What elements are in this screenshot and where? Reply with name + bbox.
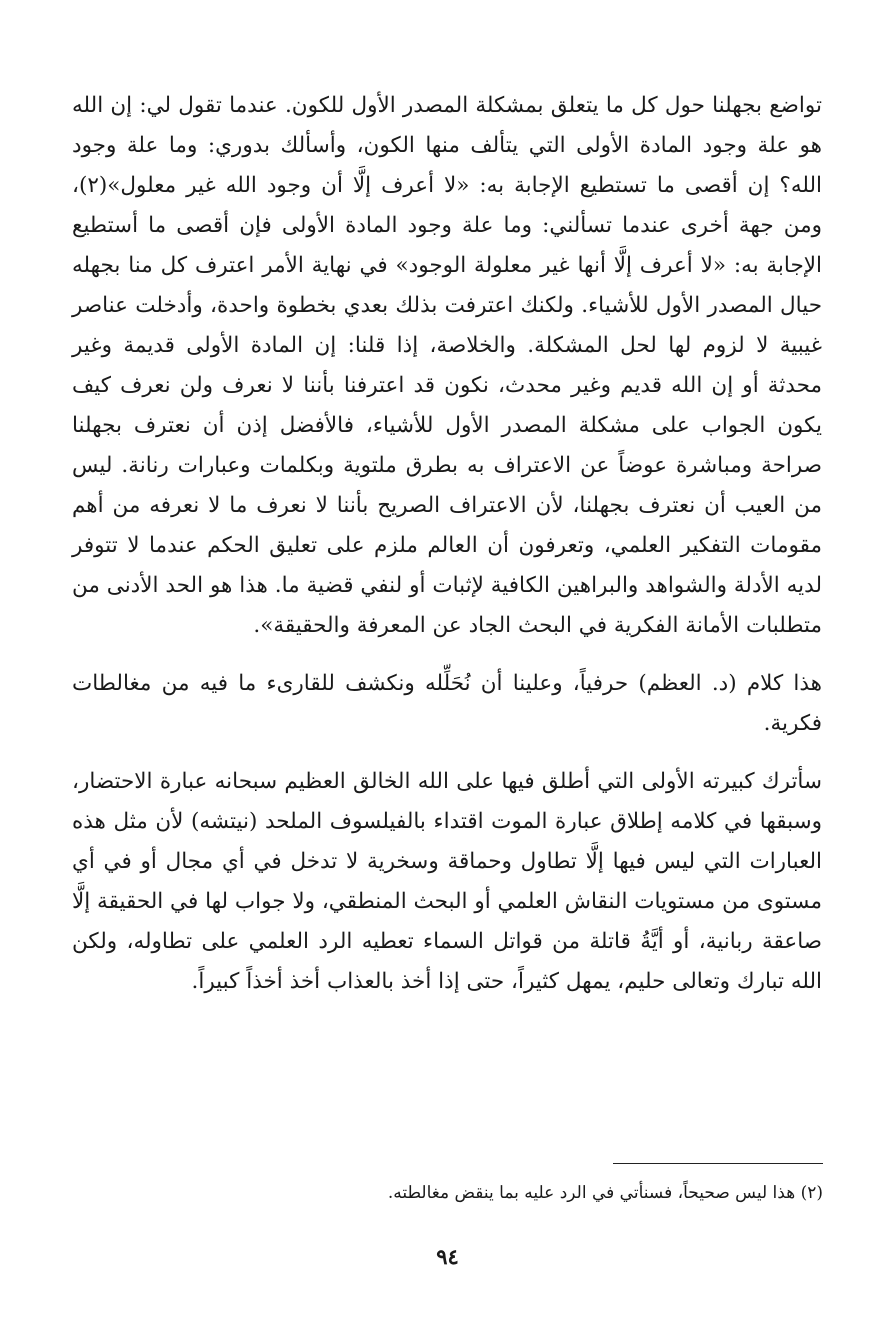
paragraph-2: هذا كلام (د. العظم) حرفياً، وعلينا أن نُحَلِّله ونكشف للقارىء ما فيه من مغالطات فكرية. (72, 671, 822, 736)
paragraph-3: سأترك كبيرته الأولى التي أطلق فيها على الله الخالق العظيم سبحانه عبارة الاحتضار، وسبقها في كلامه إطلاق عبارة الموت اقتداء بالفيلسوف الملحد (نيتشه) لأن مثل هذه العبارات التي ليس فيها إلَّا تطاول وحماقة وسخرية لا تدخل في أي مجال أو في أي مستوى من مستويات النقاش العلمي أو البحث المنطقي، ولا جواب لها في الحقيقة إلَّا صاعقة ربانية، أو أيَّةُ قاتلة من قواتل السماء تعطيه الرد العلمي على تطاوله، ولكن الله تبارك وتعالى حليم، يمهل كثيراً، حتى إذا أخذ بالعذاب أخذ أخذاً كبيراً. (71, 769, 822, 994)
paragraph-1: تواضع بجهلنا حول كل ما يتعلق بمشكلة المصدر الأول للكون. عندما تقول لي: إن الله هو علة وجود المادة الأولى التي يتألف منها الكون، وأسألك بدوري: وما علة وجود الله؟ إن أقصى ما تستطيع الإجابة به: «لا أعرف إلَّا أن وجود الله غير معلول»(٢)، ومن جهة أخرى عندما تسألني: وما علة وجود المادة الأولى فإن أقصى ما أستطيع الإجابة به: «لا أعرف إلَّا أنها غير معلولة الوجود» في نهاية الأمر اعترف كل منا بجهله حيال المصدر الأول للأشياء. ولكنك اعترفت بذلك بعدي بخطوة واحدة، وأدخلت عناصر غيبية لا لزوم لها لحل المشكلة. والخلاصة، إذا قلنا: إن المادة الأولى قديمة وغير محدثة أو إن الله قديم وغير محدث، نكون قد اعترفنا بأننا لا نعرف ولن نعرف كيف يكون الجواب على مشكلة المصدر الأول للأشياء، فالأفضل إذن أن نعترف بجهلنا صراحة ومباشرة عوضاً عن الاعتراف به بطرق ملتوية وبكلمات وعبارات رنانة. ليس من العيب أن نعترف بجهلنا، لأن الاعتراف الصريح بأننا لا نعرف ما لا نعرفه من أهم مقومات التفكير العلمي، وتعرفون أن العالم ملزم على تعليق الحكم عندما لا تتوفر لديه الأدلة والشواهد والبراهين الكافية لإثبات أو لنفي قضية ما. هذا هو الحد الأدنى من متطلبات الأمانة الفكرية في البحث الجاد عن المعرفة والحقيقة». (72, 93, 822, 638)
main-text (72, 86, 822, 1002)
footnote: (٢) هذا ليس صحيحاً، فسنأتي في الرد عليه بما ينقض مغالطته. (387, 1183, 823, 1203)
page-number: ٩٤ (436, 1244, 459, 1269)
footnote-divider (613, 1163, 823, 1164)
